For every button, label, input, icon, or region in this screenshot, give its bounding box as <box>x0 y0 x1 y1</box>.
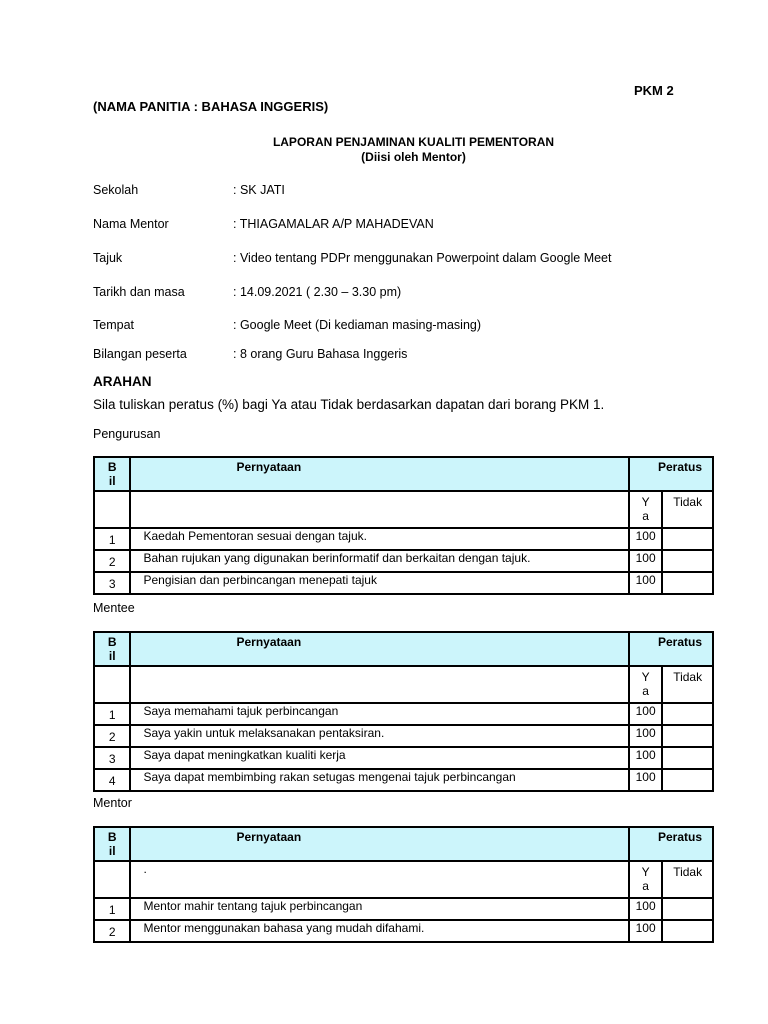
row-tidak-value[interactable] <box>662 769 713 791</box>
tidak-header: Tidak <box>662 861 713 898</box>
row-ya-value[interactable]: 100 <box>629 703 662 725</box>
section-label-mentor: Mentor <box>93 796 132 810</box>
row-statement: Mentor menggunakan bahasa yang mudah difahami. <box>130 920 628 942</box>
row-statement: Mentor mahir tentang tajuk perbincangan <box>130 898 628 920</box>
peratus-header: Peratus <box>629 457 713 491</box>
row-statement: Saya dapat meningkatkan kualiti kerja <box>130 747 628 769</box>
arahan-heading: ARAHAN <box>93 374 152 389</box>
row-number: 2 <box>94 725 130 747</box>
row-statement: Bahan rujukan yang digunakan berinformatif dan berkaitan dengan tajuk. <box>130 550 628 572</box>
row-tidak-value[interactable] <box>662 898 713 920</box>
form-code: PKM 2 <box>634 83 674 98</box>
tidak-header: Tidak <box>662 491 713 528</box>
table-header-row <box>94 827 713 861</box>
peratus-header: Peratus <box>629 827 713 861</box>
row-statement: Saya yakin untuk melaksanakan pentaksiran. <box>130 725 628 747</box>
table-subheader-row <box>94 861 713 898</box>
row-ya-value[interactable]: 100 <box>629 550 662 572</box>
arahan-instruction: Sila tuliskan peratus (%) bagi Ya atau Tidak berdasarkan dapatan dari borang PKM 1. <box>93 397 605 412</box>
info-value: : Google Meet (Di kediaman masing-masing) <box>233 318 482 332</box>
row-tidak-value[interactable] <box>662 703 713 725</box>
bil-header: B il <box>94 827 130 861</box>
row-ya-value[interactable]: 100 <box>629 920 662 942</box>
info-value: : 8 orang Guru Bahasa Inggeris <box>233 347 408 361</box>
table-row <box>94 550 713 572</box>
row-statement: Saya memahami tajuk perbincangan <box>130 703 628 725</box>
ya-header: Y a <box>629 861 662 898</box>
table-header-row <box>94 632 713 666</box>
table-row <box>94 725 713 747</box>
table-row <box>94 920 713 942</box>
row-number: 4 <box>94 769 130 791</box>
row-tidak-value[interactable] <box>662 572 713 594</box>
table-subheader-row <box>94 491 713 528</box>
ya-header: Y a <box>629 491 662 528</box>
row-number: 3 <box>94 747 130 769</box>
section-label-pengurusan: Pengurusan <box>93 427 161 441</box>
title-main: LAPORAN PENJAMINAN KUALITI PEMENTORAN <box>272 135 555 149</box>
document-title <box>0 135 768 165</box>
table-row <box>94 703 713 725</box>
info-value: : 14.09.2021 ( 2.30 – 3.30 pm) <box>233 285 402 299</box>
ya-header: Y a <box>629 666 662 703</box>
row-number: 1 <box>94 703 130 725</box>
row-tidak-value[interactable] <box>662 747 713 769</box>
info-label: Tarikh dan masa <box>93 285 185 299</box>
row-tidak-value[interactable] <box>662 550 713 572</box>
table-header-row <box>94 457 713 491</box>
info-label: Tempat <box>93 318 134 332</box>
row-tidak-value[interactable] <box>662 725 713 747</box>
table-row <box>94 528 713 550</box>
bil-header: B il <box>94 457 130 491</box>
table-mentee <box>93 631 714 792</box>
subheader-note <box>130 491 628 528</box>
row-number: 1 <box>94 898 130 920</box>
row-number: 2 <box>94 920 130 942</box>
row-ya-value[interactable]: 100 <box>629 572 662 594</box>
pernyataan-header: Pernyataan <box>130 632 628 666</box>
table-subheader-row <box>94 666 713 703</box>
row-statement: Kaedah Pementoran sesuai dengan tajuk. <box>130 528 628 550</box>
row-number: 3 <box>94 572 130 594</box>
info-label: Tajuk <box>93 251 123 265</box>
section-label-mentee: Mentee <box>93 601 135 615</box>
title-sub: (Diisi oleh Mentor) <box>361 150 466 164</box>
table-row <box>94 898 713 920</box>
row-number: 2 <box>94 550 130 572</box>
row-statement: Pengisian dan perbincangan menepati tajuk <box>130 572 628 594</box>
peratus-header: Peratus <box>629 632 713 666</box>
bil-header: B il <box>94 632 130 666</box>
row-ya-value[interactable]: 100 <box>629 898 662 920</box>
row-number: 1 <box>94 528 130 550</box>
subheader-note <box>130 666 628 703</box>
pernyataan-header: Pernyataan <box>130 457 628 491</box>
row-tidak-value[interactable] <box>662 528 713 550</box>
table-row <box>94 572 713 594</box>
info-label: Bilangan peserta <box>93 347 187 361</box>
info-value: : Video tentang PDPr menggunakan Powerpoint dalam Google Meet <box>233 251 612 265</box>
panel-name: (NAMA PANITIA : BAHASA INGGERIS) <box>93 99 329 114</box>
table-row <box>94 769 713 791</box>
info-value: : SK JATI <box>233 183 285 197</box>
row-ya-value[interactable]: 100 <box>629 725 662 747</box>
row-ya-value[interactable]: 100 <box>629 528 662 550</box>
pernyataan-header: Pernyataan <box>130 827 628 861</box>
subheader-note: . <box>130 861 628 898</box>
row-statement: Saya dapat membimbing rakan setugas mengenai tajuk perbincangan <box>130 769 628 791</box>
info-label: Sekolah <box>93 183 139 197</box>
table-pengurusan <box>93 456 714 595</box>
info-value: : THIAGAMALAR A/P MAHADEVAN <box>233 217 434 231</box>
row-tidak-value[interactable] <box>662 920 713 942</box>
table-row <box>94 747 713 769</box>
tidak-header: Tidak <box>662 666 713 703</box>
row-ya-value[interactable]: 100 <box>629 769 662 791</box>
info-label: Nama Mentor <box>93 217 169 231</box>
table-mentor <box>93 826 714 943</box>
row-ya-value[interactable]: 100 <box>629 747 662 769</box>
